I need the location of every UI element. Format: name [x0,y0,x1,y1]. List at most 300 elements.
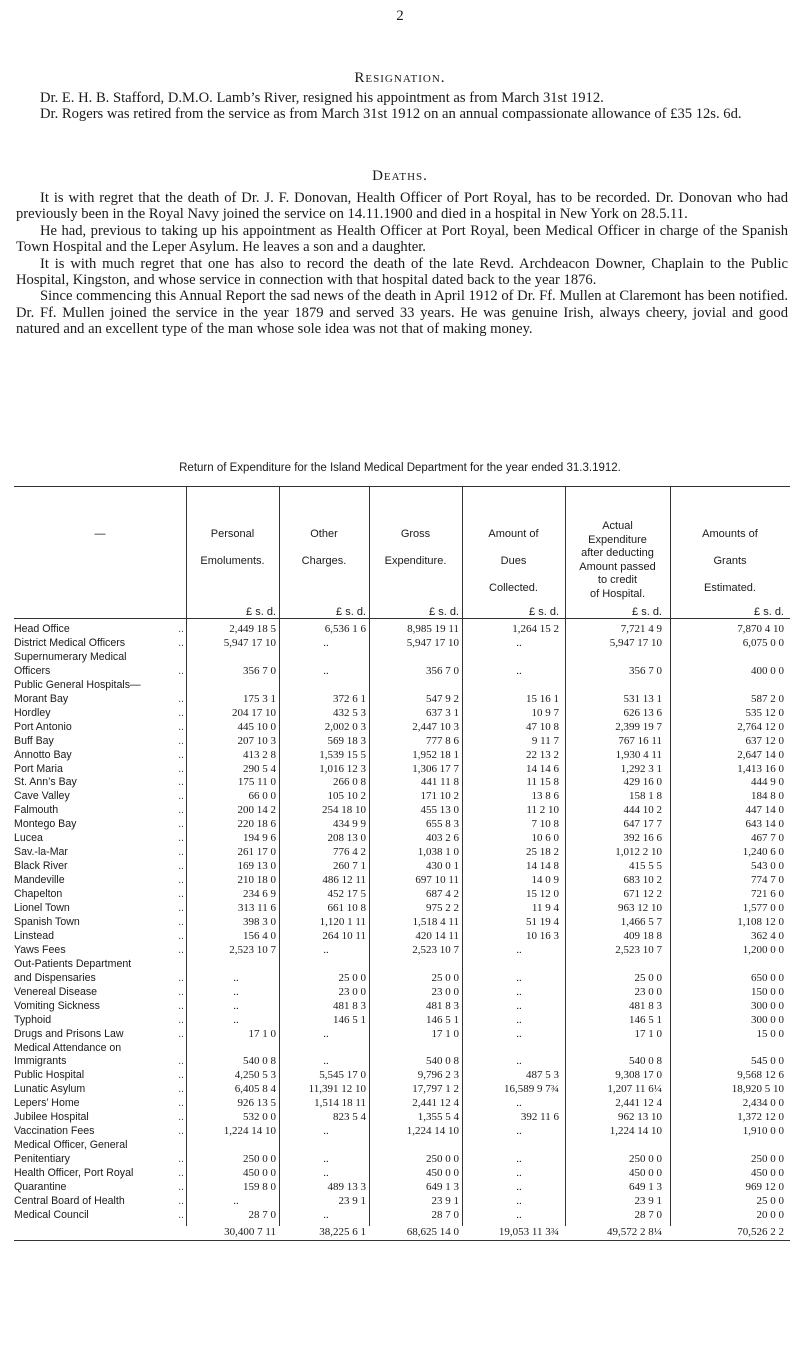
leader-dots: .. [178,985,184,998]
leader-dots: .. [178,1097,184,1110]
table-cell: 687 4 2 [426,888,459,901]
table-row [14,651,790,664]
total-cell: 38,225 6 1 [319,1226,366,1238]
row-label: Port Maria [14,762,63,775]
table-cell: 23 9 1 [431,1194,459,1207]
table-row [14,1000,790,1013]
table-row [14,1055,790,1068]
table-cell: 2,449 18 5 [229,623,276,635]
row-label: Drugs and Prisons Law [14,1027,124,1040]
table-cell: 444 10 2 [623,804,662,817]
column-header-line: Gross [400,528,431,540]
table-cell: 445 10 0 [237,720,276,733]
table-cell: 17,797 1 2 [412,1083,459,1096]
deaths-text [16,190,788,338]
table-cell: .. [323,636,329,649]
table-cell: 545 0 0 [751,1055,784,1068]
table-cell: 25 0 0 [756,1194,784,1207]
row-label: Public Hospital [14,1069,85,1082]
table-cell: 207 10 3 [237,734,276,747]
column-header-line: Other [310,528,338,540]
table-cell: 467 7 0 [751,832,784,845]
table-cell: 532 0 0 [243,1111,276,1124]
leader-dots: .. [178,1069,184,1082]
leader-dots: .. [178,623,184,635]
leader-dots: .. [178,636,184,649]
table-cell: 489 13 3 [327,1181,366,1193]
table-cell: 450 0 0 [243,1167,276,1180]
table-cell: .. [233,985,239,998]
table-cell: 16,589 9 7¾ [504,1083,559,1096]
currency-units: £ s. d. [429,606,459,618]
table-cell: 23 0 0 [431,985,459,998]
leader-dots: .. [178,860,184,873]
table-cell: .. [323,1125,329,1138]
row-label: Chapelton [14,888,63,901]
table-row [14,846,790,859]
table-cell: 643 14 0 [745,818,784,831]
table-cell: 260 7 1 [333,860,366,873]
total-cell: 19,053 11 3¾ [498,1226,559,1238]
table-cell: 11 2 10 [526,804,559,817]
table-cell: 697 10 11 [415,874,459,887]
table-cell: 481 8 3 [426,999,459,1012]
table-row [14,1139,790,1152]
table-cell: 774 7 0 [751,874,784,887]
leader-dots: .. [178,706,184,719]
row-label: Health Officer, Port Royal [14,1167,134,1180]
table-cell: 1,038 1 0 [417,846,459,859]
table-cell: 434 9 9 [333,818,366,831]
table-cell: 175 3 1 [243,692,276,705]
table-cell: .. [516,1194,522,1207]
table-cell: 17 1 0 [634,1027,662,1040]
column-header-line: Expenditure. [384,555,447,567]
table-cell: 25 0 0 [431,971,459,984]
table-cell: 169 13 0 [237,860,276,873]
table-cell: 2,399 19 7 [615,720,662,733]
table-cell: 637 12 0 [745,734,784,747]
column-header-line: after deducting [581,547,654,559]
row-label: Medical Attendance on [14,1041,122,1054]
column-header-line: Grants [713,555,747,567]
total-cell: 68,625 14 0 [406,1226,459,1238]
table-cell: 66 0 0 [248,790,276,803]
table-cell: 220 18 6 [237,818,276,831]
row-label: and Dispensaries [14,971,96,984]
table-cell: 6,075 0 0 [742,636,784,649]
table-cell: 486 12 11 [322,874,366,887]
table-cell: .. [516,1013,522,1026]
table-row [14,930,790,943]
table-cell: 450 0 0 [629,1167,662,1180]
table-cell: 963 12 10 [618,902,662,914]
table-cell: 1,306 17 7 [412,762,459,775]
total-cell: 70,526 2 2 [737,1226,784,1238]
table-row [14,1125,790,1138]
table-cell: 22 13 2 [526,748,559,761]
table-cell: 5,947 17 10 [223,636,276,649]
table-cell: 210 18 0 [237,874,276,887]
table-cell: 969 12 0 [745,1181,784,1193]
table-cell: 1,207 11 6¼ [607,1083,662,1096]
resignation-heading: Resignation. [354,70,446,86]
table-cell: 452 17 5 [327,888,366,901]
table-cell: 1,224 14 10 [406,1125,459,1138]
table-cell: 158 1 8 [629,790,662,803]
leader-dots: .. [178,1194,184,1207]
column-header-line: Charges. [301,555,347,567]
table-cell: 1,012 2 10 [615,846,662,859]
column-header [462,528,565,596]
leader-dots: .. [178,1153,184,1166]
table-cell: 1,264 15 2 [512,623,559,635]
table-cell: .. [516,1055,522,1068]
table-cell: 10 16 3 [526,929,559,942]
table-cell: 481 8 3 [333,999,366,1012]
table-row [14,958,790,971]
table-cell: .. [516,985,522,998]
paragraph: He had, previous to taking up his appointment as Health Officer at Port Royal, been Medical Officer in charge of the Spanish Town Hospital and the Leper Asylum. He leaves a son and a daughter. [16,222,788,256]
table-cell: 403 2 6 [426,832,459,845]
row-label: Penitentiary [14,1153,70,1166]
table-cell: 409 18 8 [623,929,662,942]
table-row [14,972,790,985]
column-header-line: Expenditure [588,533,647,546]
table-cell: 975 2 2 [426,902,459,914]
row-label: District Medical Officers [14,636,126,649]
table-row [14,1195,790,1208]
table-cell: 264 10 11 [322,929,366,942]
table-cell: 356 7 0 [243,664,276,677]
table-row [14,832,790,845]
table-cell: 14 0 9 [531,874,559,887]
table-cell: 6,536 1 6 [324,623,366,635]
table-cell: 1,224 14 10 [223,1125,276,1138]
leader-dots: .. [178,888,184,901]
table-cell: 450 0 0 [426,1167,459,1180]
table-cell: 1,292 3 1 [620,762,662,775]
table-cell: 1,930 4 11 [615,748,662,761]
table-cell: 441 11 8 [420,776,459,789]
table-cell: 28 7 0 [634,1208,662,1221]
row-label: Officers [14,664,51,677]
table-row [14,1097,790,1110]
row-label: Lepers’ Home [14,1097,80,1110]
table-cell: .. [516,1181,522,1193]
table-row [14,860,790,873]
leader-dots: .. [178,929,184,942]
leader-dots: .. [178,1111,184,1124]
table-cell: 372 6 1 [333,692,366,705]
row-label: Medical Officer, General [14,1139,128,1152]
table-cell: 415 5 5 [629,860,662,873]
table-cell: 2,523 10 7 [229,943,276,956]
table-row [14,1111,790,1124]
table-row [14,986,790,999]
row-label: Typhoid [14,1013,52,1026]
column-header-line [462,542,565,556]
leader-dots: .. [178,1027,184,1040]
leader-dots: .. [178,1013,184,1026]
table-row [14,776,790,789]
currency-units: £ s. d. [529,606,559,618]
table-row [14,721,790,734]
table-cell: 17 1 0 [431,1027,459,1040]
column-header-line: Emoluments. [200,555,265,567]
table-cell: 1,514 18 11 [314,1097,366,1110]
table-cell: 447 14 0 [745,804,784,817]
table-row [14,888,790,901]
table-row [14,916,790,929]
leader-dots: .. [178,943,184,956]
table-cell: 400 0 0 [751,664,784,677]
table-cell: 823 5 4 [333,1111,366,1124]
table-cell: 2,434 0 0 [742,1097,784,1110]
column-header [369,528,462,569]
table-cell: 23 0 0 [634,985,662,998]
column-header-line: Personal [210,528,255,540]
table-cell: 2,441 12 4 [412,1097,459,1110]
table-cell: 683 10 2 [623,874,662,887]
paragraph: Since commencing this Annual Report the sad news of the death in April 1912 of Dr. Ff. Mullen at Claremont has been notified. Dr. Ff. Mullen joined the service in the year 1879 and served 33 years. He was genuine Irish, always cheery, jovial and good natured and an excellent type of the man whose sole idea was not that of making money. [16,288,788,338]
table-cell: 1,240 6 0 [742,846,784,859]
row-label: Spanish Town [14,915,80,928]
table-cell: 4,250 5 3 [234,1069,276,1082]
table-cell: 51 19 4 [526,915,559,928]
table-cell: .. [516,1153,522,1166]
table-cell: 413 2 8 [243,748,276,761]
row-label: Immigrants [14,1055,67,1068]
table-cell: 547 9 2 [426,692,459,705]
table-cell: 25 18 2 [526,846,559,859]
table-cell: 1,518 4 11 [412,915,459,928]
table-cell: 15 12 0 [526,888,559,901]
table-cell: .. [516,636,522,649]
table-row [14,1209,790,1222]
paragraph: It is with much regret that one has also to record the death of the late Revd. Archdeacon Downer, Chaplain to the Public Hospital, Kingston, and whose service in connection with that hospital dated back to the year 1876. [16,255,788,289]
row-label: Hordley [14,706,51,719]
paragraph: It is with regret that the death of Dr. J. F. Donovan, Health Officer of Port Royal, has to be recorded. Dr. Donovan who had previously been in the Royal Navy joined the service on 14.11.1900 and died in a hospital in New York on 28.5.11. [16,190,788,223]
row-label: Out-Patients Department [14,957,132,970]
table-cell: 146 5 1 [426,1013,459,1026]
table-cell: 1,224 14 10 [609,1125,662,1138]
table-row [14,874,790,887]
table-row [14,735,790,748]
table-cell: 1,539 15 5 [319,748,366,761]
row-label: Central Board of Health [14,1194,125,1207]
table-cell: 1,108 12 0 [737,915,784,928]
column-header [14,528,186,542]
table-cell: 455 13 0 [420,804,459,817]
table-cell: 175 11 0 [237,776,276,789]
table-cell: 6,405 8 4 [234,1083,276,1096]
table-row [14,944,790,957]
table-cell: 23 0 0 [338,985,366,998]
row-label: St. Ann’s Bay [14,776,77,789]
table-row [14,818,790,831]
table-row [14,693,790,706]
table-cell: 398 3 0 [243,915,276,928]
currency-units: £ s. d. [632,606,662,618]
table-row [14,763,790,776]
leader-dots: .. [178,1181,184,1193]
column-header-line: Amounts of [702,528,758,540]
table-cell: 146 5 1 [629,1013,662,1026]
table-row [14,1069,790,1082]
row-label: Cave Valley [14,790,70,803]
table-cell: 777 8 6 [426,734,459,747]
leader-dots: .. [178,776,184,789]
table-cell: 1,120 1 11 [319,915,366,928]
table-cell: 25 0 0 [338,971,366,984]
table-cell: 767 16 11 [618,734,662,747]
leader-dots: .. [178,818,184,831]
table-cell: 10 6 0 [531,832,559,845]
table-cell: 171 10 2 [420,790,459,803]
table-row [14,1181,790,1194]
table-cell: 11,391 12 10 [308,1083,366,1096]
table-cell: .. [233,999,239,1012]
leader-dots: .. [178,1055,184,1068]
table-cell: 362 4 0 [751,929,784,942]
table-cell: 10 9 7 [531,706,559,719]
table-cell: 250 0 0 [426,1153,459,1166]
table-cell: 234 6 9 [243,888,276,901]
table-cell: 647 17 7 [623,818,662,831]
row-label: Sav.-la-Mar [14,846,68,859]
table-cell: 5,545 17 0 [319,1069,366,1082]
table-cell: 535 12 0 [745,706,784,719]
table-cell: 28 7 0 [248,1208,276,1221]
table-cell: .. [323,943,329,956]
table-cell: 17 1 0 [248,1027,276,1040]
table-cell: .. [323,1055,329,1068]
table-cell: 14 14 8 [526,860,559,873]
column-header [670,528,790,596]
table-cell: 9,568 12 6 [737,1069,784,1082]
table-cell: 2,002 0 3 [324,720,366,733]
table-cell: 15 0 0 [756,1027,784,1040]
table-cell: 105 10 2 [327,790,366,803]
column-header-line: Amount of [488,528,539,540]
table-cell: 156 4 0 [243,929,276,942]
table-rule [14,486,790,487]
table-cell: 159 8 0 [243,1181,276,1193]
table-row [14,1028,790,1041]
table-cell: 432 5 3 [333,706,366,719]
table-cell: 261 17 0 [237,846,276,859]
row-label: Morant Bay [14,692,69,705]
table-cell: 429 16 0 [623,776,662,789]
table-row [14,902,790,915]
table-cell: 23 9 1 [338,1194,366,1207]
table-cell: 356 7 0 [629,664,662,677]
table-cell: 1,016 12 3 [319,762,366,775]
table-cell: 11 9 4 [531,902,559,914]
row-label: Lionel Town [14,902,70,914]
currency-units: £ s. d. [754,606,784,618]
table-cell: 20 0 0 [756,1208,784,1221]
table-cell: .. [516,971,522,984]
table-cell: 208 13 0 [327,832,366,845]
table-row [14,1153,790,1166]
column-header [565,520,670,601]
leader-dots: .. [178,748,184,761]
table-cell: 543 0 0 [751,860,784,873]
column-header-line [279,542,369,556]
row-label: Linstead [14,929,55,942]
table-cell: 290 5 4 [243,762,276,775]
column-header-line: Collected. [489,582,538,594]
table-cell: 28 7 0 [431,1208,459,1221]
row-label: Lucea [14,832,43,845]
table-cell: 776 4 2 [333,846,366,859]
row-label: Falmouth [14,804,59,817]
table-cell: .. [233,971,239,984]
table-cell: 392 16 6 [623,832,662,845]
row-label: Montego Bay [14,818,77,831]
leader-dots: .. [178,804,184,817]
table-cell: 487 5 3 [526,1069,559,1082]
total-cell: 49,572 2 8¼ [607,1226,662,1238]
table-cell: 392 11 6 [520,1111,559,1124]
paragraph: Dr. E. H. B. Stafford, D.M.O. Lamb’s River, resigned his appointment as from March 31st 1912. [40,90,604,106]
table-cell: 266 0 8 [333,776,366,789]
expenditure-table [14,486,790,1246]
table-cell: .. [323,1167,329,1180]
column-header [279,528,369,569]
table-cell: 13 8 6 [531,790,559,803]
column-header-line [369,542,462,556]
table-cell: 25 0 0 [634,971,662,984]
table-cell: 1,466 5 7 [620,915,662,928]
table-rule [14,618,790,619]
table-row [14,790,790,803]
leader-dots: .. [178,734,184,747]
table-cell: 204 17 10 [232,706,276,719]
table-cell: .. [516,943,522,956]
table-row [14,679,790,692]
table-cell: 7,870 4 10 [737,623,784,635]
row-label: Head Office [14,623,70,635]
table-cell: 15 16 1 [526,692,559,705]
row-label: Quarantine [14,1181,67,1193]
column-header-line: Amount passed [579,560,656,573]
leader-dots: .. [178,1083,184,1096]
row-label: Supernumerary Medical [14,650,127,663]
column-header-line: Dues [500,555,527,567]
row-label: Buff Bay [14,734,54,747]
leader-dots: .. [178,762,184,775]
table-cell: 1,577 0 0 [742,902,784,914]
table-cell: 2,447 10 3 [412,720,459,733]
table-cell: 300 0 0 [751,1013,784,1026]
table-row [14,637,790,650]
leader-dots: .. [178,1167,184,1180]
table-rule [14,1240,790,1241]
table-cell: 9,796 2 3 [417,1069,459,1082]
table-row [14,665,790,678]
table-cell: 2,441 12 4 [615,1097,662,1110]
table-cell: 962 13 10 [618,1111,662,1124]
totals-row [14,1226,790,1239]
table-cell: 1,200 0 0 [742,943,784,956]
table-cell: 444 9 0 [751,776,784,789]
row-label: Vaccination Fees [14,1125,95,1138]
row-label: Black River [14,860,68,873]
table-cell: 194 9 6 [243,832,276,845]
